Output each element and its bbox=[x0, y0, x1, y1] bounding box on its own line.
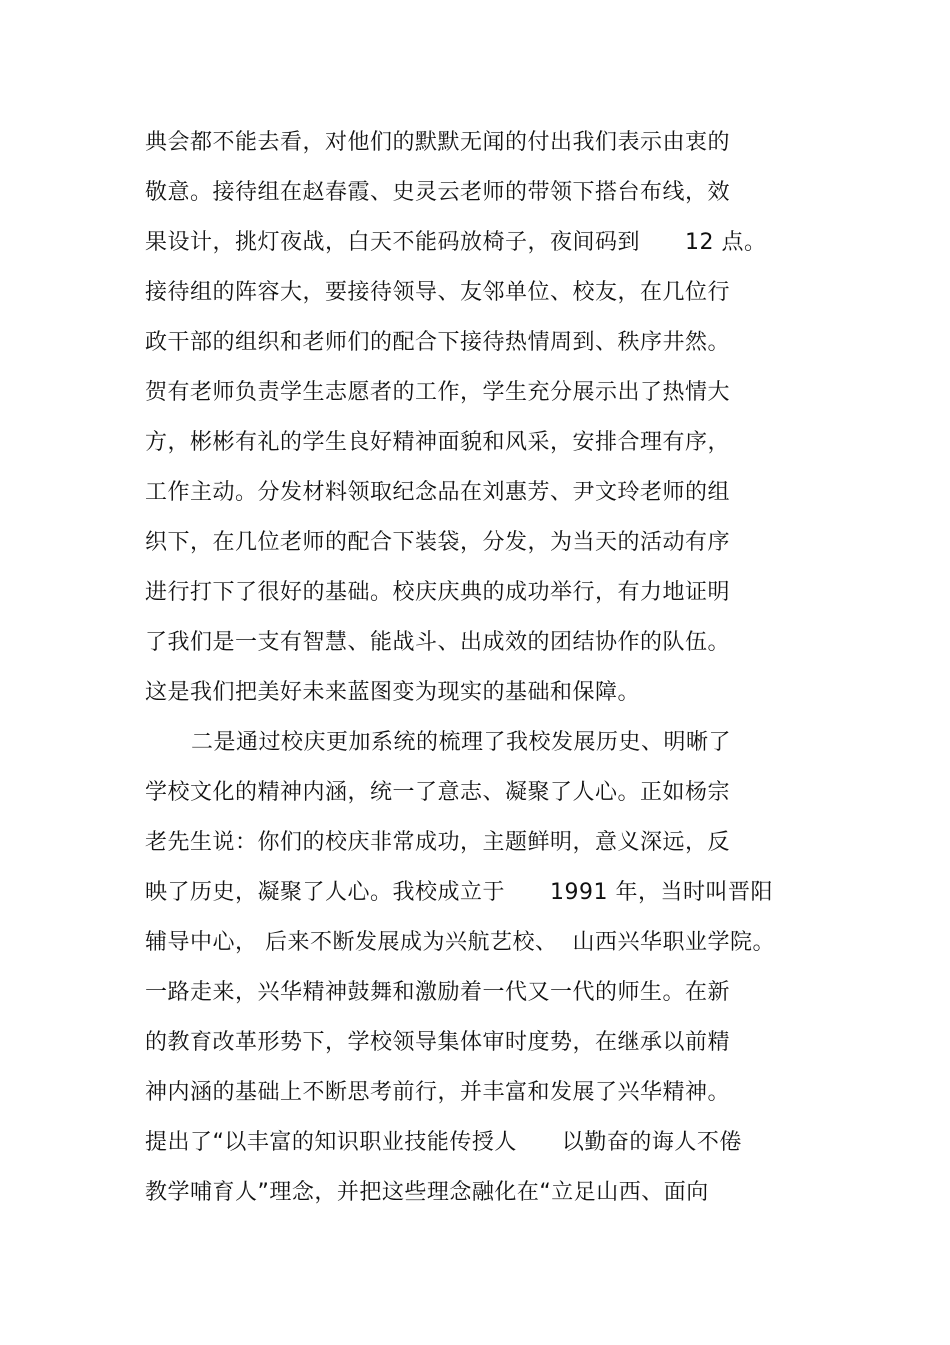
text-line: 神内涵的基础上不断思考前行，并丰富和发展了兴华精神。 bbox=[145, 1080, 731, 1105]
paragraph-start-line: 二是通过校庆更加系统的梳理了我校发展历史、明晰了 bbox=[191, 730, 732, 755]
text-line: 典会都不能去看，对他们的默默无闻的付出我们表示由衷的 bbox=[145, 130, 731, 155]
text-line: 了我们是一支有智慧、能战斗、出成效的团结协作的队伍。 bbox=[145, 630, 731, 655]
text-line: 一路走来，兴华精神鼓舞和激励着一代又一代的师生。在新 bbox=[145, 980, 731, 1005]
text-line: 果设计，挑灯夜战，白天不能码放椅子，夜间码到 12 点。 bbox=[145, 230, 767, 255]
text-line: 接待组的阵容大，要接待领导、友邻单位、校友，在几位行 bbox=[145, 280, 731, 305]
text-line: 教学哺育人”理念，并把这些理念融化在“立足山西、面向 bbox=[145, 1180, 709, 1205]
text-line: 这是我们把美好未来蓝图变为现实的基础和保障。 bbox=[145, 680, 641, 705]
text-line: 敬意。接待组在赵春霞、史灵云老师的带领下搭台布线，效 bbox=[145, 180, 731, 205]
text-line: 老先生说：你们的校庆非常成功，主题鲜明，意义深远，反 bbox=[145, 830, 731, 855]
text-line: 政干部的组织和老师们的配合下接待热情周到、秩序井然。 bbox=[145, 330, 731, 355]
text-line: 映了历史，凝聚了人心。我校成立于 1991 年，当时叫晋阳 bbox=[145, 880, 773, 905]
text-line: 织下，在几位老师的配合下装袋，分发，为当天的活动有序 bbox=[145, 530, 731, 555]
text-line: 提出了“以丰富的知识职业技能传授人 以勤奋的诲人不倦 bbox=[145, 1130, 742, 1155]
body-text bbox=[145, 118, 805, 1218]
text-line: 方，彬彬有礼的学生良好精神面貌和风采，安排合理有序， bbox=[145, 430, 731, 455]
text-line: 贺有老师负责学生志愿者的工作，学生充分展示出了热情大 bbox=[145, 380, 731, 405]
text-line: 辅导中心， 后来不断发展成为兴航艺校、 山西兴华职业学院。 bbox=[145, 930, 775, 955]
text-line: 进行打下了很好的基础。校庆庆典的成功举行，有力地证明 bbox=[145, 580, 731, 605]
text-line: 学校文化的精神内涵，统一了意志、凝聚了人心。正如杨宗 bbox=[145, 780, 731, 805]
text-line: 工作主动。分发材料领取纪念品在刘惠芳、尹文玲老师的组 bbox=[145, 480, 731, 505]
text-line: 的教育改革形势下，学校领导集体审时度势，在继承以前精 bbox=[145, 1030, 731, 1055]
